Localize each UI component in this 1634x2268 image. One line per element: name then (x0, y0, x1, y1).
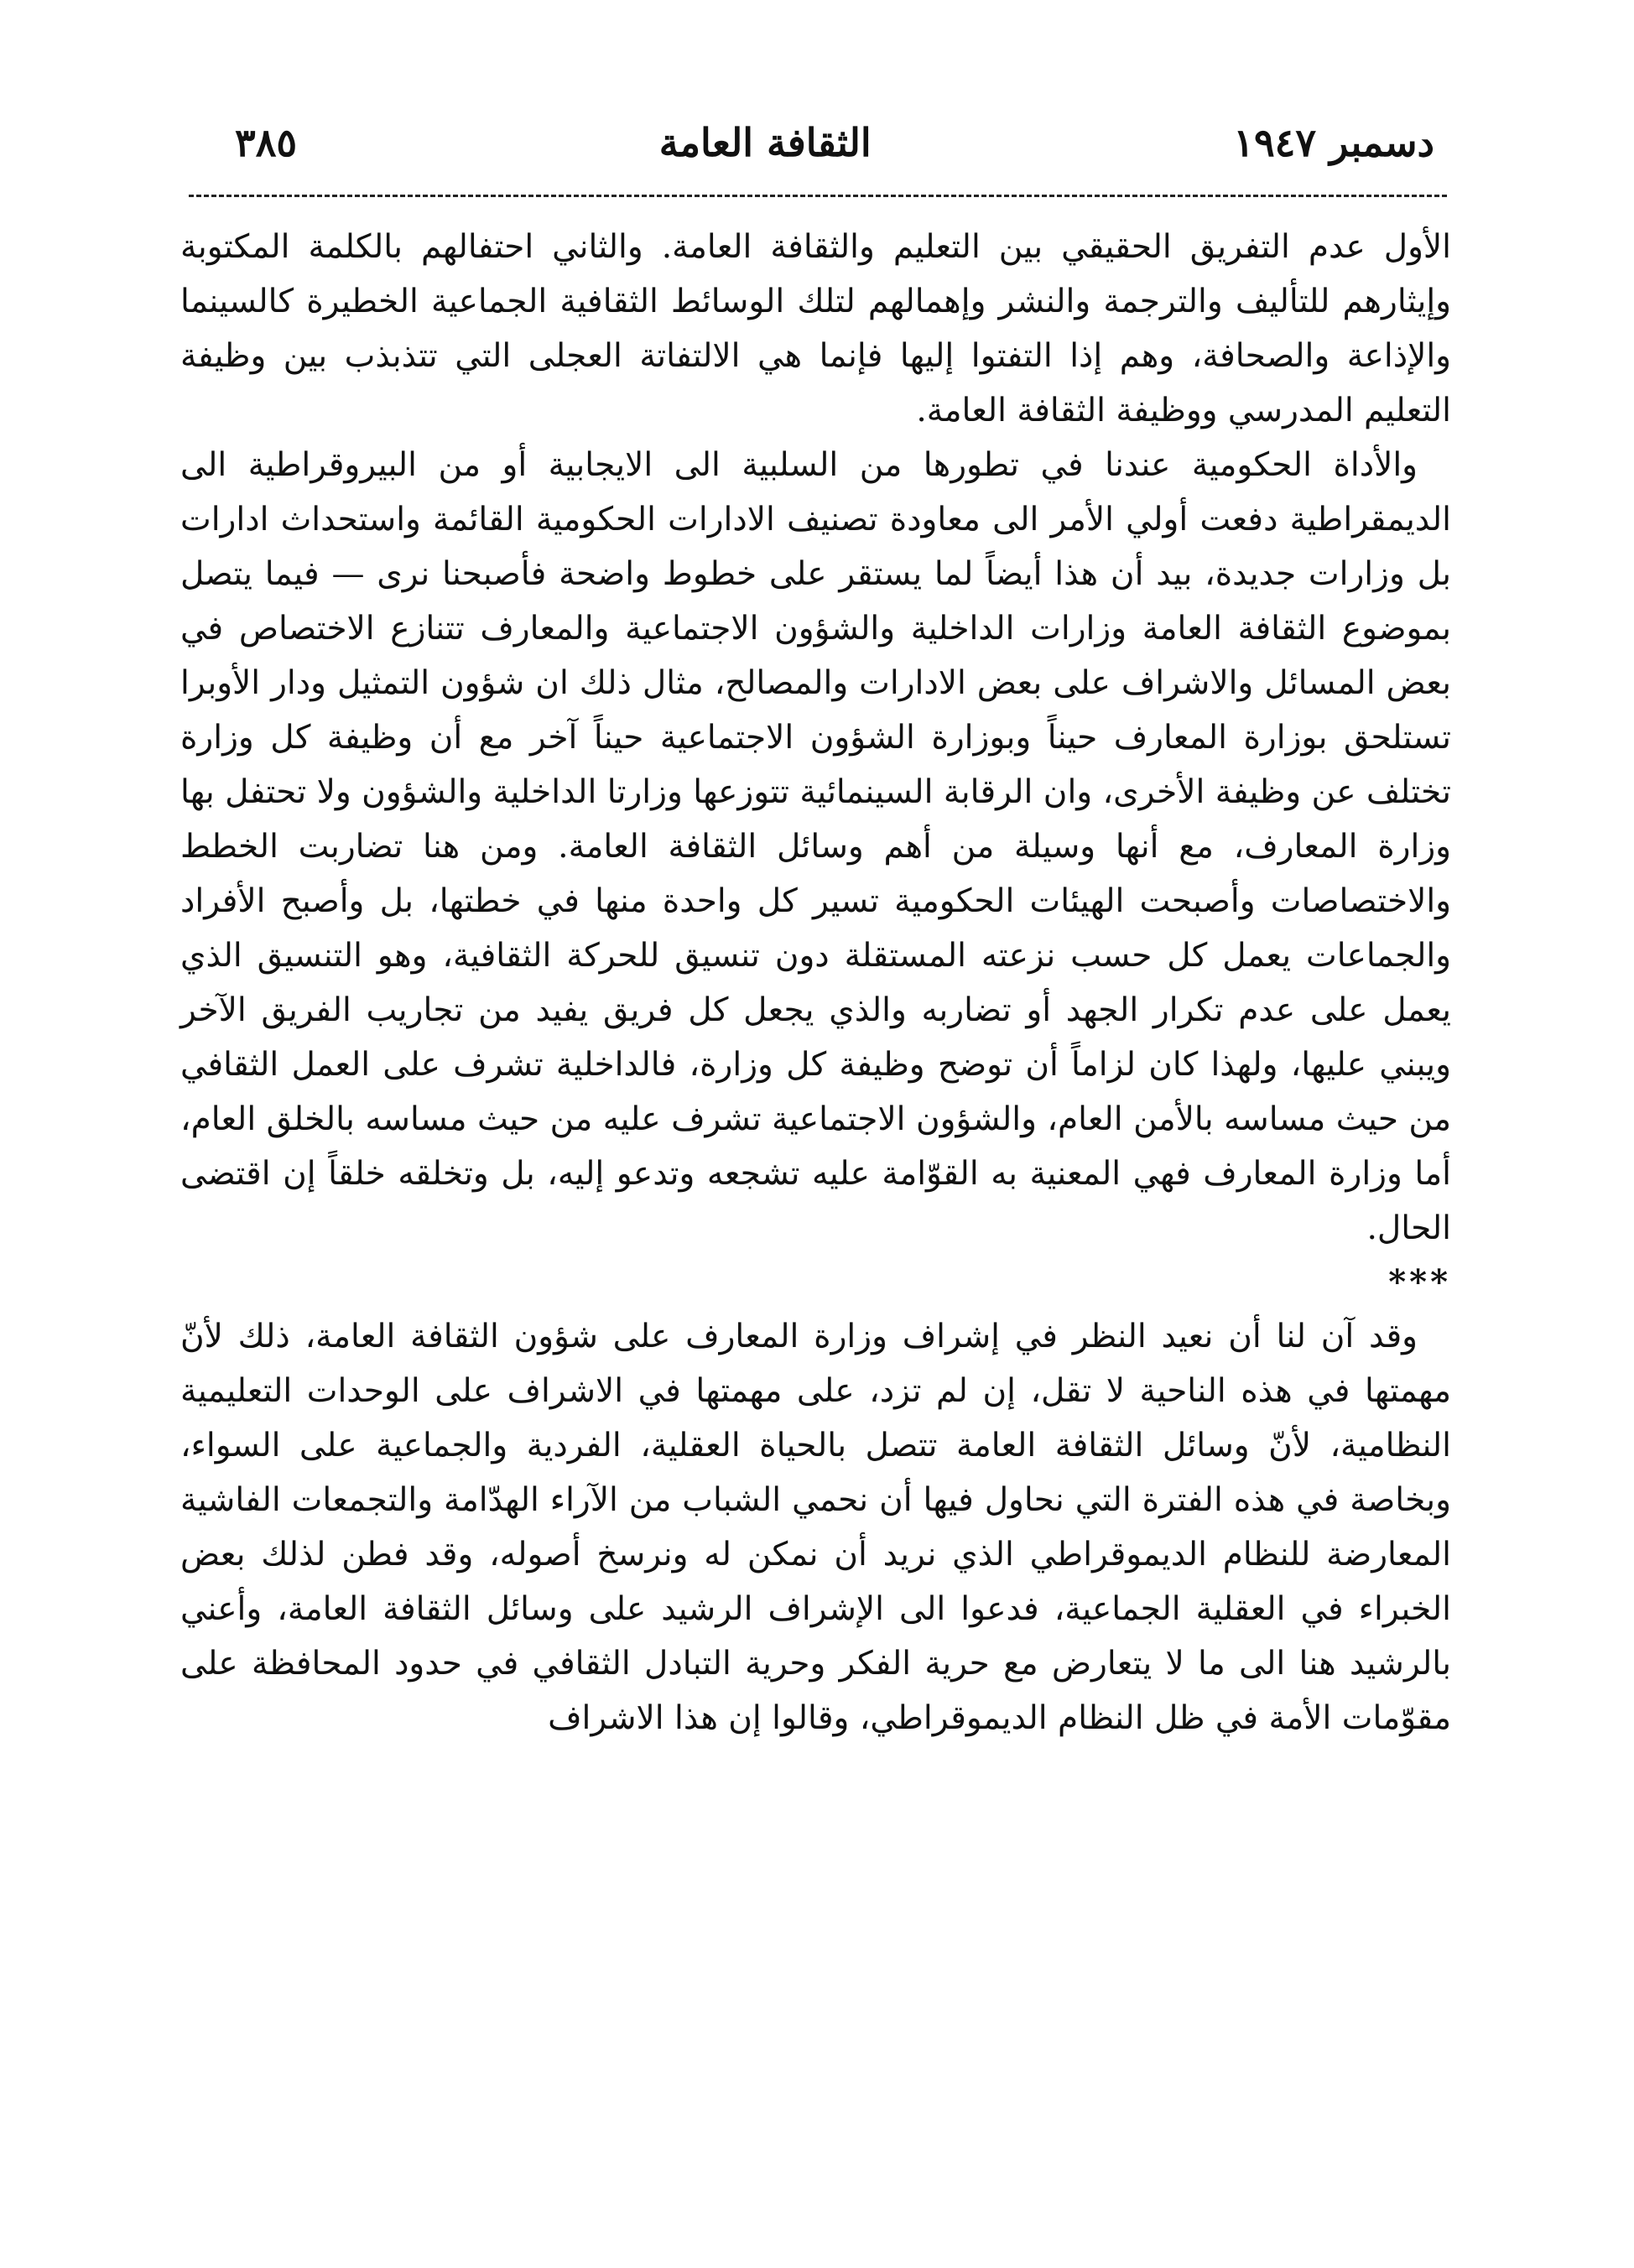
header-date: دسمبر ١٩٤٧ (1233, 120, 1434, 165)
section-separator: *** (1388, 1262, 1451, 1302)
paragraph-3: وقد آن لنا أن نعيد النظر في إشراف وزارة المعارف على شؤون الثقافة العامة، ذلك لأنّ مهمتها في هذه الناحية لا تقل، إن لم تزد، على مهمتها في الاشراف على الوحدات التعليمية النظامية، لأنّ وسائل الثقافة العامة تتصل بالحياة العقلية، الفردية والجماعية على السواء، وبخاصة في هذه الفترة التي نحاول فيها أن نحمي الشباب من الآراء الهدّامة والتجمعات الفاشية المعارضة للنظام الديموقراطي الذي نريد أن نمكن له ونرسخ أصوله، وقد فطن لذلك بعض الخبراء في العقلية الجماعية، فدعوا الى الإشراف الرشيد على وسائل الثقافة العامة، وأعني بالرشيد هنا الى ما لا يتعارض مع حرية الفكر وحرية التبادل الثقافي في حدود المحافظة على مقوّمات الأمة في ظل النظام الديموقراطي، وقالوا إن هذا الاشراف (180, 1318, 1451, 1737)
header-page-number: ٣٨٥ (235, 120, 298, 165)
paragraph-1: الأول عدم التفريق الحقيقي بين التعليم والثقافة العامة. والثاني احتفالهم بالكلمة المكتوبة وإيثارهم للتأليف والترجمة والنشر وإهمالهم لتلك الوسائط الثقافية الجماعية الخطيرة كالسينما والإذاعة والصحافة، وهم إذا التفتوا إليها فإنما هي الالتفاتة العجلى التي تتذبذب بين وظيفة التعليم المدرسي ووظيفة الثقافة العامة. (180, 228, 1451, 429)
header-title: الثقافة العامة (658, 120, 872, 165)
page-header (235, 109, 1434, 176)
article-body (180, 220, 1451, 1745)
header-rule (189, 195, 1447, 197)
paragraph-2: والأداة الحكومية عندنا في تطورها من السلبية الى الايجابية أو من البيروقراطية الى الديمقراطية دفعت أولي الأمر الى معاودة تصنيف الادارات الحكومية القائمة واستحداث ادارات بل وزارات جديدة، بيد أن هذا أيضاً لما يستقر على خطوط واضحة فأصبحنا نرى — فيما يتصل بموضوع الثقافة العامة وزارات الداخلية والشؤون الاجتماعية والمعارف تتنازع الاختصاص في بعض المسائل والاشراف على بعض الادارات والمصالح، مثال ذلك ان شؤون التمثيل ودار الأوبرا تستلحق بوزارة المعارف حيناً وبوزارة الشؤون الاجتماعية حيناً آخر مع أن وظيفة كل وزارة تختلف عن وظيفة الأخرى، وان الرقابة السينمائية تتوزعها وزارتا الداخلية والشؤون ولا تحتفل بها وزارة المعارف، مع أنها وسيلة من أهم وسائل الثقافة العامة. ومن هنا تضاربت الخطط والاختصاصات وأصبحت الهيئات الحكومية تسير كل واحدة منها في خطتها، بل وأصبح الأفراد والجماعات يعمل كل حسب نزعته المستقلة دون تنسيق للحركة الثقافية، وهو التنسيق الذي يعمل على عدم تكرار الجهد أو تضاربه والذي يجعل كل فريق يفيد من تجاريب الفريق الآخر ويبني عليها، ولهذا كان لزاماً أن توضح وظيفة كل وزارة، فالداخلية تشرف على العمل الثقافي من حيث مساسه بالأمن العام، والشؤون الاجتماعية تشرف عليه من حيث مساسه بالخلق العام، أما وزارة المعارف فهي المعنية به القوّامة عليه تشجعه وتدعو إليه، بل وتخلقه خلقاً إن اقتضى الحال. (180, 446, 1451, 1247)
